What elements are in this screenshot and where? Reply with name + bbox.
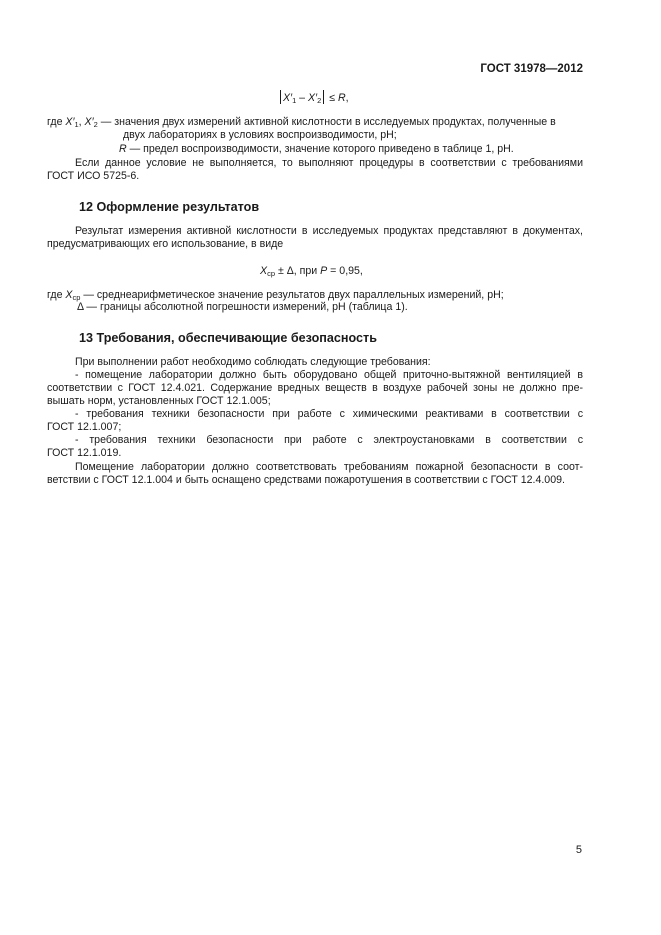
formula2-x: X (260, 265, 268, 277)
reproducibility-formula (278, 90, 349, 105)
where1-r-symbol: R (119, 143, 127, 155)
result-formula (260, 265, 363, 278)
section-13-heading: 13 Требования, обеспечивающие безопасность (79, 331, 377, 345)
where2-delta-line: Δ — границы абсолютной погрешности измерений, pH (таблица 1). (77, 301, 408, 313)
abs-bar-right (323, 90, 324, 104)
where1-r-description: — предел воспроизводимости, значение которого приведено в таблице 1, pH. (126, 143, 514, 155)
formula2-p: P (320, 265, 328, 277)
where1-x1-sub: 1 (74, 120, 79, 129)
formula-x2-sub: 2 (317, 96, 322, 105)
req-item3-line1: - требования техники безопасности при работе с электроустановками в соответствии с (75, 434, 583, 446)
where2-word: где (47, 289, 66, 301)
document-number-header: ГОСТ 31978—2012 (480, 63, 583, 75)
section-13-intro: При выполнении работ необходимо соблюдать следующие требования: (75, 356, 431, 368)
section-12-para-line2: предусматривающих его использование, в виде (47, 238, 284, 250)
condition-para-line1: Если данное условие не выполняется, то выполняют процедуры в соответствии с требованиями (75, 157, 583, 169)
where-word: где (47, 116, 66, 128)
where2-x-sub: ср (72, 293, 81, 302)
formula-x1-sub: 1 (292, 96, 297, 105)
where1-x-description: — значения двух измерений активной кислотности в исследуемых продуктах, полученные в (97, 116, 556, 128)
where1-r-line (119, 143, 514, 155)
formula2-value: = 0,95, (327, 265, 363, 277)
fire-safety-line2: ветствии с ГОСТ 12.1.004 и быть оснащено средствами пожаротушения в соответствии с ГОСТ 12.4.009. (47, 474, 565, 486)
fire-safety-line1: Помещение лаборатории должно соответствовать требованиям пожарной безопасности в соот- (75, 461, 583, 473)
req-item2-line2: ГОСТ 12.1.007; (47, 421, 122, 433)
formula-x2: X′ (308, 92, 318, 104)
page-number: 5 (575, 844, 582, 856)
where1-sep: , (78, 116, 85, 128)
section-12-heading: 12 Оформление результатов (79, 200, 260, 214)
formula-minus: – (296, 92, 309, 104)
condition-para-line2: ГОСТ ИСО 5725-6. (47, 170, 140, 182)
formula-r: R (337, 92, 346, 104)
where2-x: X (65, 289, 73, 301)
req-item3-line2: ГОСТ 12.1.019. (47, 447, 122, 459)
req-item1-line3: вышать норм, установленных ГОСТ 12.1.005; (47, 395, 271, 407)
where1-x2: X′ (84, 116, 94, 128)
req-item1-line2: соответствии с ГОСТ 12.4.021. Содержание вредных веществ в воздухе рабочей зоны не должно пре- (47, 382, 583, 394)
section-12-para-line1: Результат измерения активной кислотности в исследуемых продуктах представляют в документах, (75, 225, 583, 237)
abs-bar-left (280, 90, 281, 104)
where1-line1 (47, 116, 556, 129)
formula-rel: ≤ (326, 92, 338, 104)
req-item1-line1: - помещение лаборатории должно быть оборудовано общей приточно-вытяжной вентиляцией в (75, 369, 583, 381)
where2-x-description: — среднеарифметическое значение результатов двух параллельных измерений, pH; (80, 289, 504, 301)
req-item2-line1: - требования техники безопасности при работе с химическими реактивами в соответствии с (75, 408, 583, 420)
where1-x2-sub: 2 (93, 120, 98, 129)
where1-x1: X′ (65, 116, 75, 128)
formula2-pm: ± Δ, при (275, 265, 321, 277)
formula-x1: X′ (283, 92, 293, 104)
where1-line2: двух лабораториях в условиях воспроизводимости, pH; (123, 129, 397, 141)
formula-end: , (345, 92, 349, 104)
formula2-x-sub: ср (267, 269, 275, 278)
